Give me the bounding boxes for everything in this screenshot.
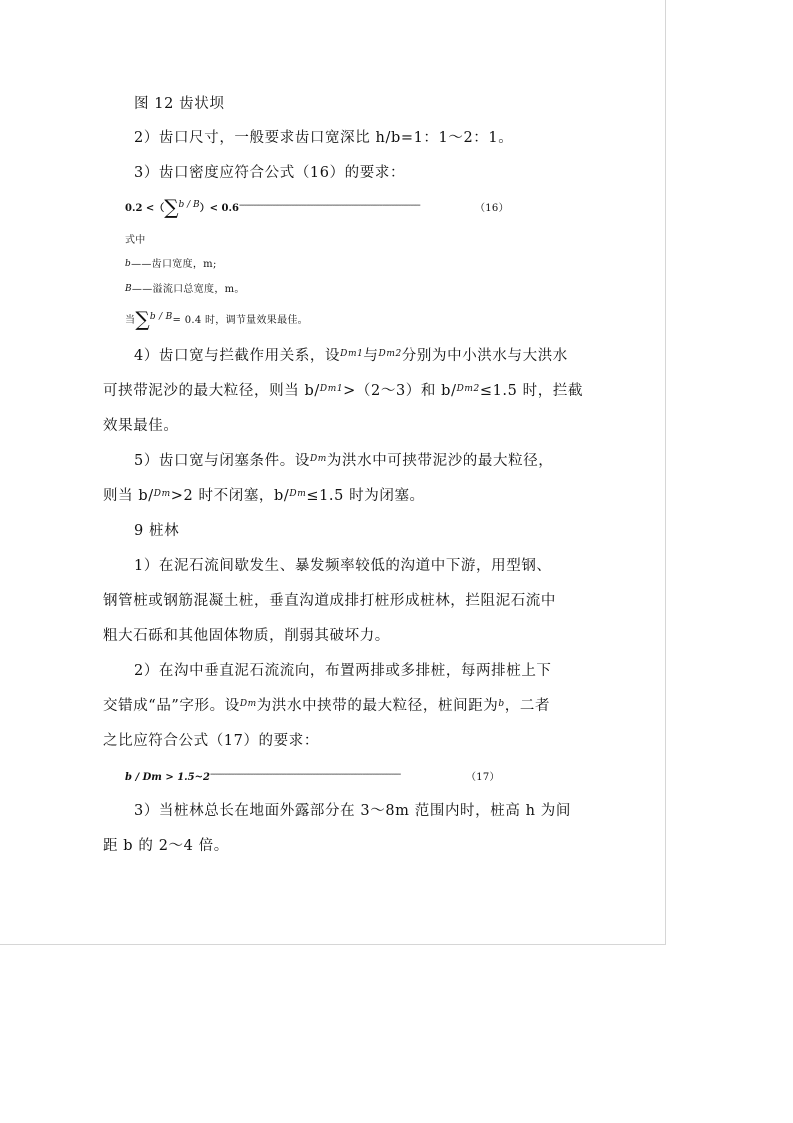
sum-symbol: ∑ (135, 307, 150, 331)
paragraph-7-line-2 (103, 694, 550, 715)
definition-B-text: ——溢流口总宽度，m。 (131, 284, 245, 295)
paragraph-5-line-2 (103, 484, 425, 505)
paragraph-4-line-1 (134, 344, 568, 365)
formula-17-number: （17） (465, 772, 500, 783)
best-condition (125, 307, 308, 331)
symbol-dm2: Dm2 (378, 349, 402, 359)
symbol-dm: Dm (309, 454, 327, 464)
symbol-B: B (125, 284, 132, 294)
sum-symbol: ∑ (164, 195, 179, 219)
p5-text-a: 5）齿口宽与闭塞条件。设 (134, 453, 310, 469)
symbol-dm: Dm (153, 489, 171, 499)
paragraph-5-line-1 (134, 449, 553, 470)
symbol-b: b (498, 699, 505, 709)
section-9-heading: 9 桩林 (134, 523, 180, 539)
p7-text-c: ，二者 (504, 698, 551, 714)
formula-16-number: （16） (474, 203, 509, 214)
symbol-dm1: Dm1 (340, 349, 364, 359)
paragraph-3: 3）齿口密度应符合公式（16）的要求： (134, 165, 406, 181)
paragraph-4-line-3: 效果最佳。 (103, 418, 179, 434)
definition-b (125, 255, 217, 270)
symbol-dm2: Dm2 (456, 384, 480, 394)
symbol-b: b (125, 259, 132, 269)
formula-17 (125, 765, 500, 784)
p5-text-c: 则当 b/ (103, 488, 154, 504)
figure-caption: 图 12 齿状坝 (134, 96, 225, 112)
symbol-dm1: Dm1 (319, 384, 344, 394)
paragraph-6-line-1: 1）在泥石流间歇发生、暴发频率较低的沟道中下游，用型钢、 (134, 558, 552, 574)
p5-text-d: >2 时不闭塞，b/ (170, 488, 290, 504)
formula-16-lhs-b: ）< 0.6 (199, 203, 239, 214)
formula-16-fraction: b / B (178, 200, 200, 210)
paragraph-7-line-1: 2）在沟中垂直泥石流流向，布置两排或多排桩，每两排桩上下 (134, 663, 552, 679)
p5-text-e: ≤1.5 时为闭塞。 (306, 488, 425, 504)
formula-16 (125, 195, 509, 219)
best-pre: 当 (125, 315, 136, 326)
p7-text-b: 为洪水中挟带的最大粒径，桩间距为 (256, 698, 499, 714)
formula-16-leader: ---------------------------------------------------------------------------- (238, 200, 420, 211)
paragraph-6-line-2: 钢管桩或钢筋混凝土桩，垂直沟道成排打桩形成桩林，拦阻泥石流中 (103, 593, 556, 609)
p4-text-a: 4）齿口宽与拦截作用关系，设 (134, 348, 341, 364)
p4-text-e: >（2～3）和 b/ (343, 383, 457, 399)
paragraph-7-line-3: 之比应符合公式（17）的要求： (103, 733, 319, 749)
paragraph-4-line-2 (103, 379, 583, 400)
p4-text-c: 分别为中小洪水与大洪水 (401, 348, 568, 364)
p4-text-d: 可挟带泥沙的最大粒径，则当 b/ (103, 383, 320, 399)
paragraph-8-line-2: 距 b 的 2～4 倍。 (103, 838, 229, 854)
p4-text-f: ≤1.5 时，拦截 (479, 383, 584, 399)
formula-17-lhs: b / Dm > 1.5~2 (125, 772, 210, 783)
p4-text-b: 与 (363, 348, 379, 364)
formula-16-lhs-a: 0.2 <（ (125, 203, 165, 214)
where-label: 式中 (125, 235, 146, 246)
definition-b-text: ——齿口宽度，m; (131, 259, 217, 270)
paragraph-6-line-3: 粗大石砾和其他固体物质，削弱其破坏力。 (103, 628, 390, 644)
best-text: = 0.4 时，调节量效果最佳。 (172, 315, 308, 326)
formula-17-leader: -------------------------------------------------------------------------------- (209, 769, 401, 780)
definition-B (125, 280, 245, 295)
p5-text-b: 为洪水中可挟带泥沙的最大粒径， (326, 453, 554, 469)
p7-text-a: 交错成“品”字形。设 (103, 698, 240, 714)
symbol-dm: Dm (289, 489, 307, 499)
paragraph-2: 2）齿口尺寸，一般要求齿口宽深比 h/b=1：1～2：1。 (134, 130, 514, 146)
symbol-dm: Dm (239, 699, 257, 709)
paragraph-8-line-1: 3）当桩林总长在地面外露部分在 3～8m 范围内时，桩高 h 为间 (134, 803, 571, 819)
best-fraction: b / B (149, 312, 173, 322)
